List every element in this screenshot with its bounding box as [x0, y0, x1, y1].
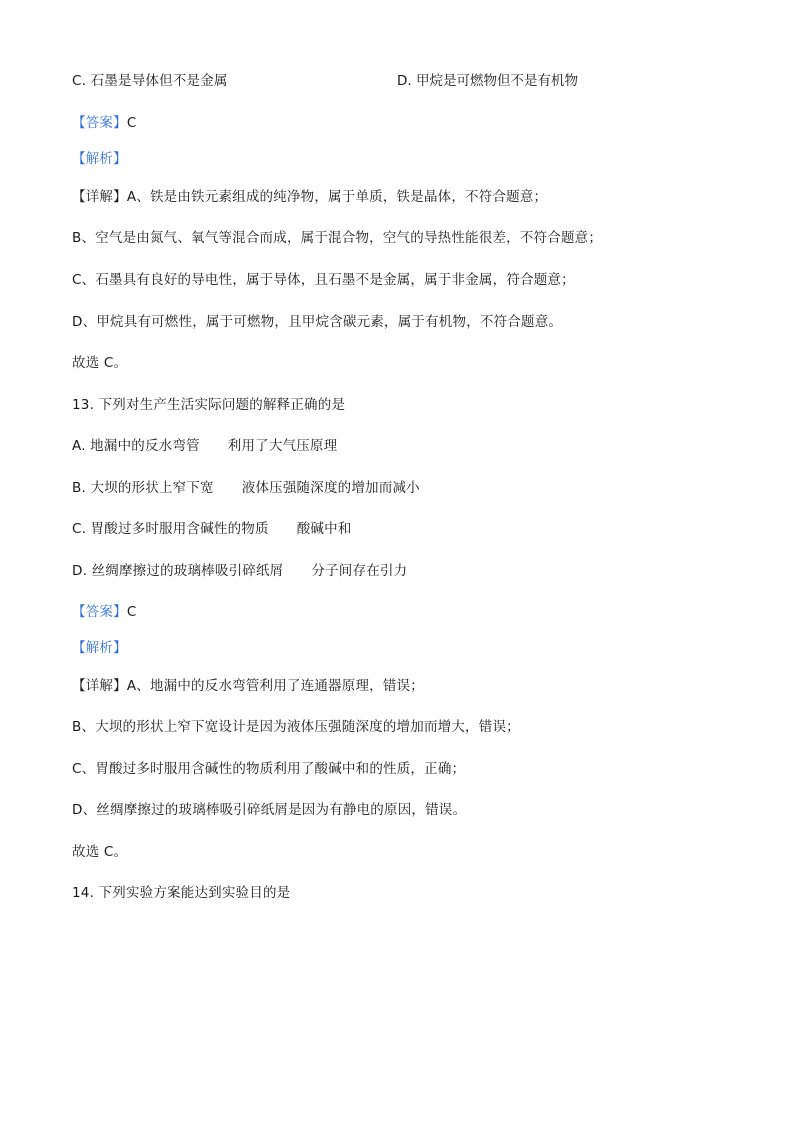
detail-label: 【详解】 [72, 189, 127, 205]
q12-analysis-label: 【解析】 [72, 151, 127, 167]
answer-label: 【答案】 [72, 604, 127, 620]
detail-label: 【详解】 [72, 678, 127, 694]
q12-detail-d: D、甲烷具有可燃性，属于可燃物，且甲烷含碳元素，属于有机物，不符合题意。 [72, 314, 563, 330]
option-text: C. 胃酸过多时服用含碱性的物质 [72, 521, 269, 537]
answer-label: 【答案】 [72, 115, 127, 131]
answer-value: C [126, 115, 137, 131]
option-explanation: 利用了大气压原理 [227, 438, 338, 454]
q14-stem: 14. 下列实验方案能达到实验目的是 [72, 885, 291, 901]
q13-analysis-label: 【解析】 [72, 640, 127, 656]
q13-conclusion: 故选 C。 [72, 844, 128, 860]
q13-detail-c: C、胃酸过多时服用含碱性的物质利用了酸碱中和的性质，正确； [72, 761, 466, 777]
q12-option-d: D. 甲烷是可燃物但不是有机物 [397, 73, 578, 89]
q12-detail-c: C、石墨具有良好的导电性，属于导体，且石墨不是金属，属于非金属，符合题意； [72, 272, 575, 288]
q13-option-c [72, 520, 352, 538]
option-explanation: 液体压强随深度的增加而减小 [241, 480, 420, 496]
answer-value: C [126, 604, 137, 620]
q13-detail-d: D、丝绸摩擦过的玻璃棒吸引碎纸屑是因为有静电的原因，错误。 [72, 802, 467, 818]
q13-detail-b: B、大坝的形状上窄下宽设计是因为液体压强随深度的增加而增大，错误； [72, 719, 520, 735]
q13-detail-a [72, 677, 424, 695]
q12-conclusion: 故选 C。 [72, 355, 128, 371]
option-explanation: 酸碱中和 [296, 521, 352, 537]
detail-text: A、铁是由铁元素组成的纯净物，属于单质，铁是晶体，不符合题意； [126, 189, 548, 205]
option-text: B. 大坝的形状上窄下宽 [72, 480, 214, 496]
q13-option-a [72, 437, 337, 455]
option-explanation: 分子间存在引力 [311, 563, 408, 579]
q12-answer [72, 114, 136, 132]
detail-text: A、地漏中的反水弯管利用了连通器原理，错误； [126, 678, 424, 694]
q13-option-b [72, 479, 420, 497]
q12-option-c: C. 石墨是导体但不是金属 [72, 73, 228, 89]
q13-stem: 13. 下列对生产生活实际问题的解释正确的是 [72, 397, 346, 413]
q12-detail-b: B、空气是由氮气、氧气等混合而成，属于混合物，空气的导热性能很差，不符合题意； [72, 230, 603, 246]
q12-detail-a [72, 188, 547, 206]
q13-answer [72, 603, 136, 621]
option-text: D. 丝绸摩擦过的玻璃棒吸引碎纸屑 [72, 563, 284, 579]
q13-option-d [72, 562, 407, 580]
option-text: A. 地漏中的反水弯管 [72, 438, 200, 454]
